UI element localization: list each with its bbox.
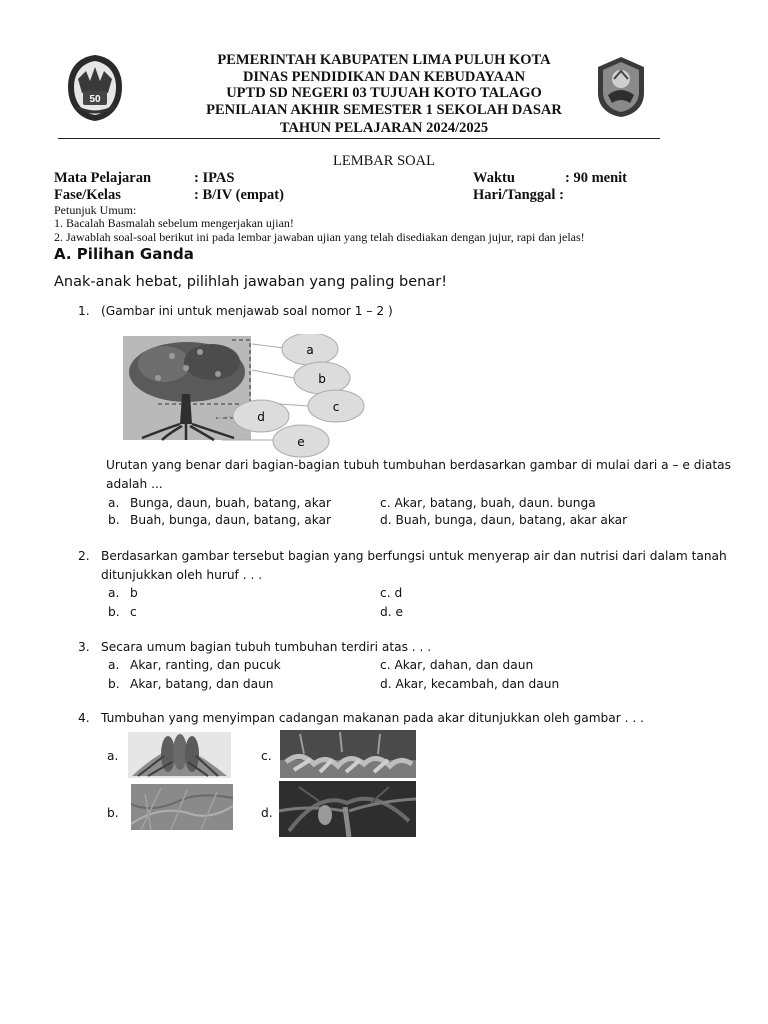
option-text: c: [130, 605, 137, 619]
header-line-4: PENILAIAN AKHIR SEMESTER 1 SEKOLAH DASAR: [206, 102, 562, 118]
option-letter: b.: [107, 806, 119, 820]
section-instruction: Anak-anak hebat, pilihlah jawaban yang paling benar!: [54, 274, 448, 290]
option-text: d. Akar, kecambah, dan daun: [380, 677, 560, 691]
question-text: Secara umum bagian tubuh tumbuhan terdiri atas . . .: [101, 640, 432, 654]
option-text: c. Akar, batang, buah, daun. bunga: [380, 496, 596, 510]
class-label: Fase/Kelas: [54, 187, 121, 203]
header-line-2: DINAS PENDIDIKAN DAN KEBUDAYAAN: [242, 69, 526, 85]
question-text: Urutan yang benar dari bagian-bagian tubuh tumbuhan berdasarkan gambar di mulai dari a – e diatas: [106, 458, 731, 472]
option-text: Akar, batang, dan daun: [130, 677, 274, 691]
question-number: 2.: [78, 549, 90, 563]
option-text: Bunga, daun, buah, batang, akar: [130, 496, 332, 510]
callout-label-d: d: [257, 410, 265, 424]
callout-label-c: c: [332, 400, 340, 414]
header-line-5: TAHUN PELAJARAN 2024/2025: [279, 120, 489, 136]
header-divider: [58, 138, 660, 139]
question-intro: (Gambar ini untuk menjawab soal nomor 1 – 2 ): [101, 304, 393, 318]
question-number: 1.: [78, 304, 90, 318]
question-text: adalah ...: [106, 477, 163, 491]
callout-label-b: b: [318, 372, 326, 386]
option-text: c. d: [380, 586, 403, 600]
option-text: Akar, ranting, dan pucuk: [130, 658, 281, 672]
question-text: ditunjukkan oleh huruf . . .: [101, 568, 263, 582]
question-text: Berdasarkan gambar tersebut bagian yang berfungsi untuk menyerap air dan nutrisi dari dalam tanah: [101, 549, 727, 563]
instruction-item: 1. Bacalah Basmalah sebelum mengerjakan ujian!: [54, 216, 294, 230]
option-letter: b.: [108, 513, 120, 527]
option-letter: a.: [108, 586, 120, 600]
option-letter: b.: [108, 677, 120, 691]
page-title: LEMBAR SOAL: [333, 153, 435, 169]
plant-diagram: [122, 334, 372, 458]
instructions-heading: Petunjuk Umum:: [54, 203, 137, 217]
option-letter: c.: [261, 749, 272, 763]
section-title: A. Pilihan Ganda: [54, 245, 194, 263]
banana-plant-image: [279, 781, 416, 837]
option-text: d. Buah, bunga, daun, batang, akar akar: [380, 513, 628, 527]
instruction-item: 2. Jawablah soal-soal berikut ini pada lembar jawaban ujian yang telah disediakan dengan jujur, rapi dan jelas!: [54, 230, 585, 244]
corn-plant-image: [128, 732, 231, 778]
option-text: b: [130, 586, 138, 600]
grass-plant-image: [131, 784, 233, 830]
option-text: c. Akar, dahan, dan daun: [380, 658, 534, 672]
header-line-3: UPTD SD NEGERI 03 TUJUAH KOTO TALAGO: [226, 85, 542, 101]
option-letter: a.: [108, 496, 120, 510]
option-letter: a.: [108, 658, 120, 672]
time-label: Waktu: [473, 170, 515, 186]
time-value: : 90 menit: [565, 170, 628, 186]
callout-label-a: a: [306, 343, 314, 357]
date-label: Hari/Tanggal :: [473, 187, 564, 203]
option-text: Buah, bunga, daun, batang, akar: [130, 513, 332, 527]
cassava-roots-image: [280, 730, 416, 778]
question-number: 4.: [78, 711, 90, 725]
district-logo-number: 50: [89, 94, 101, 105]
class-value: : B/IV (empat): [194, 187, 284, 203]
option-letter: d.: [261, 806, 273, 820]
header-line-1: PEMERINTAH KABUPATEN LIMA PULUH KOTA: [217, 52, 551, 68]
subject-value: : IPAS: [194, 170, 235, 186]
question-text: Tumbuhan yang menyimpan cadangan makanan pada akar ditunjukkan oleh gambar . . .: [101, 711, 645, 725]
callout-label-e: e: [297, 435, 305, 449]
question-number: 3.: [78, 640, 90, 654]
option-letter: b.: [108, 605, 120, 619]
ministry-logo: [594, 55, 648, 119]
subject-label: Mata Pelajaran: [54, 170, 152, 186]
option-letter: a.: [107, 749, 119, 763]
option-text: d. e: [380, 605, 403, 619]
